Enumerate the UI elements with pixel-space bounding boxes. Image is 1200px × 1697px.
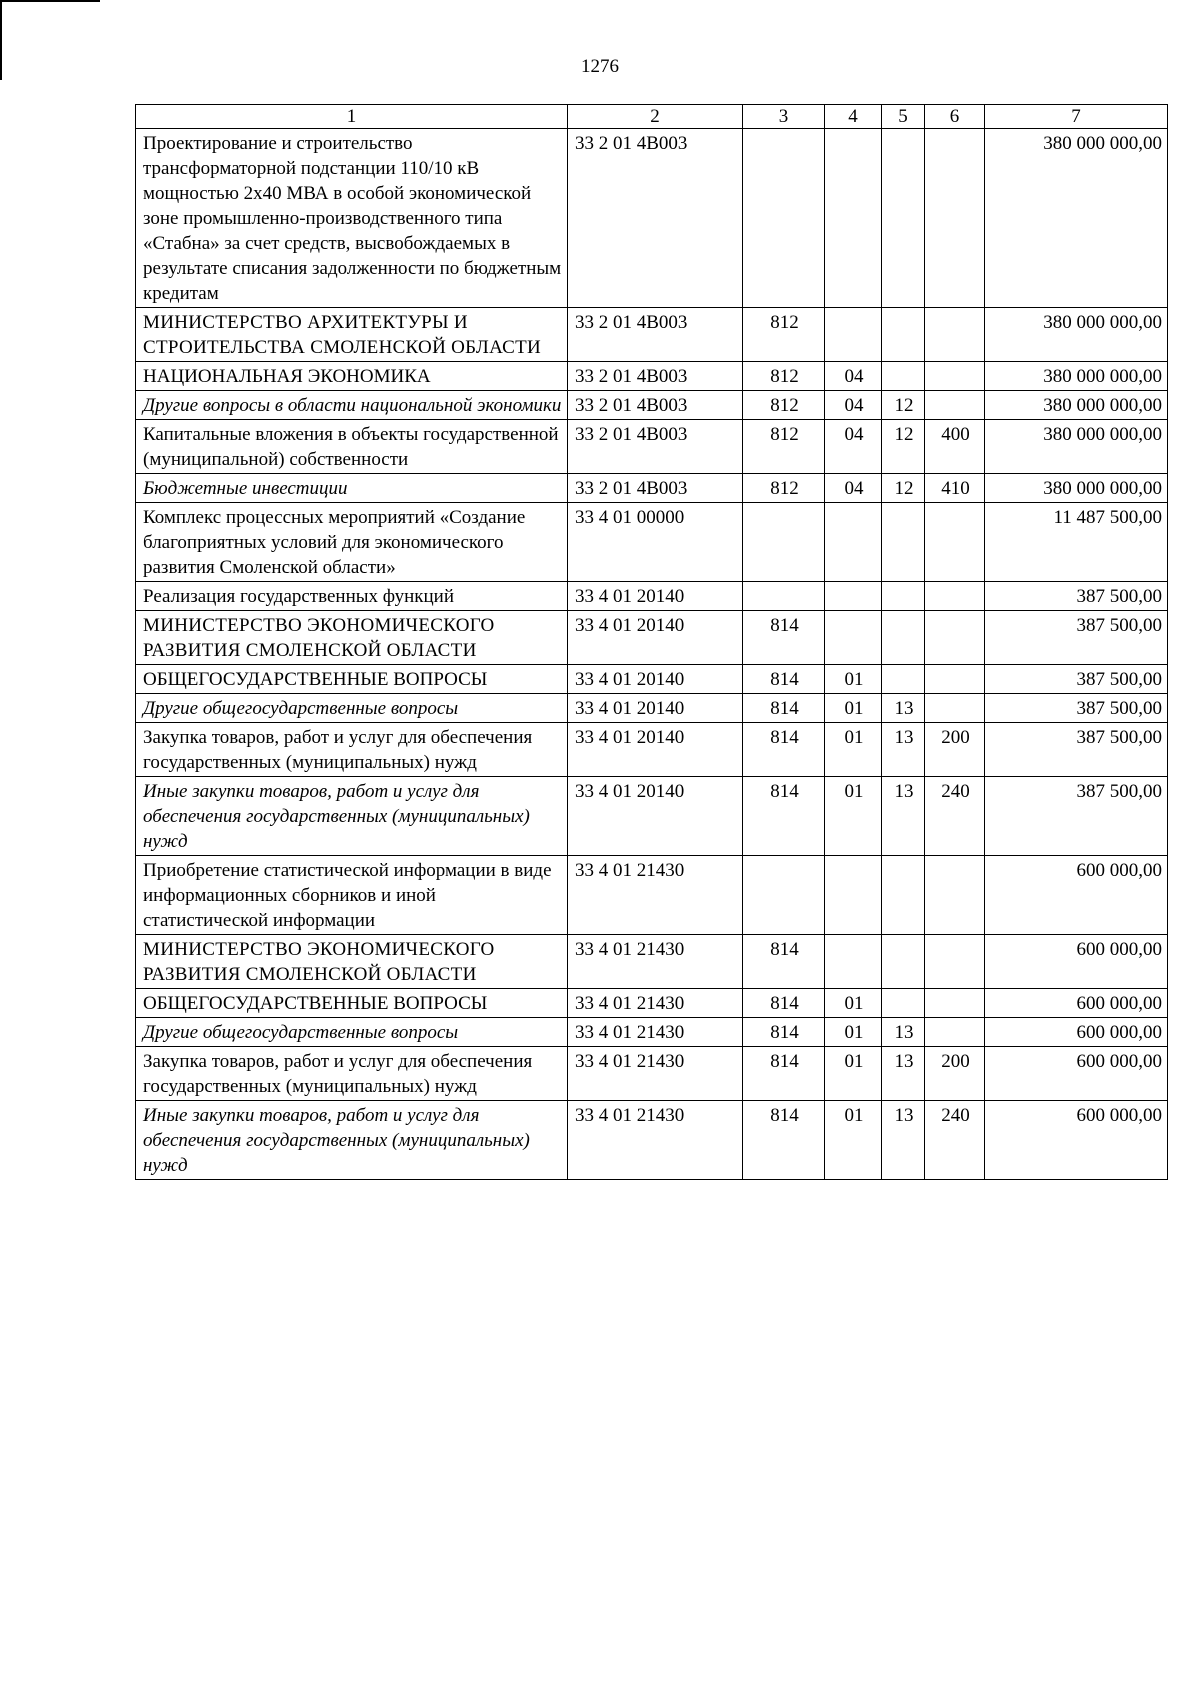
row-name: НАЦИОНАЛЬНАЯ ЭКОНОМИКА <box>136 362 568 391</box>
row-target-code: 33 4 01 20140 <box>568 582 743 611</box>
row-name: ОБЩЕГОСУДАРСТВЕННЫЕ ВОПРОСЫ <box>136 665 568 694</box>
row-department-code: 814 <box>743 694 825 723</box>
row-amount: 380 000 000,00 <box>985 420 1168 474</box>
row-target-code: 33 4 01 21430 <box>568 1018 743 1047</box>
table-row <box>136 582 1168 611</box>
row-amount: 387 500,00 <box>985 723 1168 777</box>
row-subsection-code: 13 <box>882 694 925 723</box>
row-subsection-code: 13 <box>882 723 925 777</box>
row-expense-type <box>925 391 985 420</box>
row-amount: 600 000,00 <box>985 1018 1168 1047</box>
row-section-code: 01 <box>825 1018 882 1047</box>
row-section-code <box>825 503 882 582</box>
row-expense-type <box>925 611 985 665</box>
row-department-code: 812 <box>743 391 825 420</box>
table-row <box>136 391 1168 420</box>
table-row <box>136 665 1168 694</box>
row-section-code: 04 <box>825 391 882 420</box>
row-subsection-code: 13 <box>882 1101 925 1180</box>
row-name: МИНИСТЕРСТВО ЭКОНОМИЧЕСКОГО РАЗВИТИЯ СМОЛЕНСКОЙ ОБЛАСТИ <box>136 935 568 989</box>
row-amount: 11 487 500,00 <box>985 503 1168 582</box>
row-subsection-code <box>882 989 925 1018</box>
row-name: Проектирование и строительство трансформаторной подстанции 110/10 кВ мощностью 2х40 МВА в особой экономической зоне промышленно-производственного типа «Стабна» за счет средств, высвобождаемых в результате списания задолженности по бюджетным кредитам <box>136 129 568 308</box>
row-expense-type: 200 <box>925 723 985 777</box>
row-subsection-code: 12 <box>882 391 925 420</box>
row-subsection-code <box>882 362 925 391</box>
row-department-code: 814 <box>743 1047 825 1101</box>
row-amount: 387 500,00 <box>985 694 1168 723</box>
row-subsection-code: 12 <box>882 474 925 503</box>
row-expense-type: 400 <box>925 420 985 474</box>
row-name: Бюджетные инвестиции <box>136 474 568 503</box>
row-department-code: 814 <box>743 1018 825 1047</box>
row-section-code: 04 <box>825 420 882 474</box>
row-target-code: 33 4 01 20140 <box>568 777 743 856</box>
page-number: 1276 <box>581 56 619 77</box>
row-section-code <box>825 582 882 611</box>
row-department-code <box>743 129 825 308</box>
row-subsection-code: 13 <box>882 1018 925 1047</box>
row-target-code: 33 4 01 21430 <box>568 1101 743 1180</box>
row-name: Закупка товаров, работ и услуг для обеспечения государственных (муниципальных) нужд <box>136 723 568 777</box>
row-amount: 600 000,00 <box>985 856 1168 935</box>
table-row <box>136 611 1168 665</box>
row-expense-type: 240 <box>925 777 985 856</box>
row-amount: 380 000 000,00 <box>985 129 1168 308</box>
table-row <box>136 935 1168 989</box>
row-name: Иные закупки товаров, работ и услуг для обеспечения государственных (муниципальных) нужд <box>136 1101 568 1180</box>
row-expense-type <box>925 582 985 611</box>
row-name: Реализация государственных функций <box>136 582 568 611</box>
row-amount: 600 000,00 <box>985 1047 1168 1101</box>
row-target-code: 33 4 01 21430 <box>568 1047 743 1101</box>
row-name: Комплекс процессных мероприятий «Создание благоприятных условий для экономического развития Смоленской области» <box>136 503 568 582</box>
row-subsection-code <box>882 582 925 611</box>
row-department-code: 814 <box>743 935 825 989</box>
row-section-code: 04 <box>825 362 882 391</box>
row-section-code <box>825 935 882 989</box>
row-section-code: 01 <box>825 694 882 723</box>
table-row <box>136 856 1168 935</box>
row-amount: 380 000 000,00 <box>985 308 1168 362</box>
row-expense-type <box>925 1018 985 1047</box>
row-amount: 600 000,00 <box>985 935 1168 989</box>
table-body <box>136 129 1168 1180</box>
table-row <box>136 362 1168 391</box>
row-department-code <box>743 503 825 582</box>
row-target-code: 33 4 01 21430 <box>568 935 743 989</box>
row-expense-type: 240 <box>925 1101 985 1180</box>
row-subsection-code <box>882 935 925 989</box>
row-section-code: 01 <box>825 777 882 856</box>
row-expense-type <box>925 503 985 582</box>
row-section-code <box>825 308 882 362</box>
header-col-6: 6 <box>925 105 985 129</box>
row-subsection-code <box>882 856 925 935</box>
row-amount: 387 500,00 <box>985 777 1168 856</box>
header-col-2: 2 <box>568 105 743 129</box>
row-subsection-code <box>882 503 925 582</box>
table-row <box>136 1101 1168 1180</box>
row-amount: 380 000 000,00 <box>985 474 1168 503</box>
row-section-code <box>825 856 882 935</box>
row-section-code <box>825 129 882 308</box>
row-target-code: 33 2 01 4В003 <box>568 129 743 308</box>
scan-corner-line-top <box>0 0 100 2</box>
row-expense-type <box>925 694 985 723</box>
row-name: Приобретение статистической информации в виде информационных сборников и иной статистической информации <box>136 856 568 935</box>
header-col-7: 7 <box>985 105 1168 129</box>
header-col-5: 5 <box>882 105 925 129</box>
row-name: ОБЩЕГОСУДАРСТВЕННЫЕ ВОПРОСЫ <box>136 989 568 1018</box>
row-target-code: 33 4 01 21430 <box>568 989 743 1018</box>
row-target-code: 33 4 01 20140 <box>568 723 743 777</box>
row-section-code: 01 <box>825 723 882 777</box>
row-name: Капитальные вложения в объекты государственной (муниципальной) собственности <box>136 420 568 474</box>
table-row <box>136 420 1168 474</box>
row-name: Другие вопросы в области национальной экономики <box>136 391 568 420</box>
row-department-code: 814 <box>743 989 825 1018</box>
row-department-code: 814 <box>743 665 825 694</box>
row-subsection-code: 13 <box>882 777 925 856</box>
row-section-code: 04 <box>825 474 882 503</box>
header-row <box>136 105 1168 129</box>
row-target-code: 33 2 01 4В003 <box>568 391 743 420</box>
table-row <box>136 694 1168 723</box>
row-name: Иные закупки товаров, работ и услуг для обеспечения государственных (муниципальных) нужд <box>136 777 568 856</box>
row-target-code: 33 4 01 20140 <box>568 694 743 723</box>
row-section-code <box>825 611 882 665</box>
row-department-code: 814 <box>743 723 825 777</box>
row-expense-type <box>925 129 985 308</box>
row-amount: 387 500,00 <box>985 665 1168 694</box>
row-expense-type <box>925 362 985 391</box>
row-name: Закупка товаров, работ и услуг для обеспечения государственных (муниципальных) нужд <box>136 1047 568 1101</box>
row-section-code: 01 <box>825 665 882 694</box>
row-expense-type <box>925 665 985 694</box>
row-subsection-code: 13 <box>882 1047 925 1101</box>
row-expense-type <box>925 935 985 989</box>
row-target-code: 33 4 01 20140 <box>568 665 743 694</box>
row-subsection-code <box>882 129 925 308</box>
row-target-code: 33 4 01 20140 <box>568 611 743 665</box>
row-department-code <box>743 856 825 935</box>
table-row <box>136 723 1168 777</box>
row-department-code: 812 <box>743 308 825 362</box>
row-name: МИНИСТЕРСТВО ЭКОНОМИЧЕСКОГО РАЗВИТИЯ СМОЛЕНСКОЙ ОБЛАСТИ <box>136 611 568 665</box>
row-amount: 387 500,00 <box>985 582 1168 611</box>
row-amount: 387 500,00 <box>985 611 1168 665</box>
row-department-code: 812 <box>743 474 825 503</box>
row-expense-type: 200 <box>925 1047 985 1101</box>
row-amount: 380 000 000,00 <box>985 362 1168 391</box>
row-subsection-code <box>882 611 925 665</box>
row-department-code: 812 <box>743 362 825 391</box>
table-row <box>136 503 1168 582</box>
header-col-3: 3 <box>743 105 825 129</box>
header-col-1: 1 <box>136 105 568 129</box>
table-row <box>136 129 1168 308</box>
row-target-code: 33 2 01 4В003 <box>568 420 743 474</box>
row-name: Другие общегосударственные вопросы <box>136 1018 568 1047</box>
row-target-code: 33 2 01 4В003 <box>568 308 743 362</box>
row-expense-type <box>925 308 985 362</box>
row-name: МИНИСТЕРСТВО АРХИТЕКТУРЫ И СТРОИТЕЛЬСТВА СМОЛЕНСКОЙ ОБЛАСТИ <box>136 308 568 362</box>
row-target-code: 33 2 01 4В003 <box>568 362 743 391</box>
row-amount: 380 000 000,00 <box>985 391 1168 420</box>
table-row <box>136 1018 1168 1047</box>
table-row <box>136 777 1168 856</box>
row-department-code: 814 <box>743 777 825 856</box>
row-amount: 600 000,00 <box>985 989 1168 1018</box>
table-row <box>136 474 1168 503</box>
table-row <box>136 1047 1168 1101</box>
row-target-code: 33 4 01 00000 <box>568 503 743 582</box>
row-expense-type <box>925 856 985 935</box>
row-subsection-code: 12 <box>882 420 925 474</box>
header-col-4: 4 <box>825 105 882 129</box>
row-department-code: 812 <box>743 420 825 474</box>
row-name: Другие общегосударственные вопросы <box>136 694 568 723</box>
row-section-code: 01 <box>825 1047 882 1101</box>
row-department-code: 814 <box>743 611 825 665</box>
row-department-code: 814 <box>743 1101 825 1180</box>
row-department-code <box>743 582 825 611</box>
row-subsection-code <box>882 308 925 362</box>
table-row <box>136 989 1168 1018</box>
row-section-code: 01 <box>825 1101 882 1180</box>
row-target-code: 33 4 01 21430 <box>568 856 743 935</box>
table-row <box>136 308 1168 362</box>
row-amount: 600 000,00 <box>985 1101 1168 1180</box>
row-expense-type <box>925 989 985 1018</box>
row-expense-type: 410 <box>925 474 985 503</box>
row-section-code: 01 <box>825 989 882 1018</box>
row-target-code: 33 2 01 4В003 <box>568 474 743 503</box>
row-subsection-code <box>882 665 925 694</box>
budget-table <box>135 104 1168 1180</box>
